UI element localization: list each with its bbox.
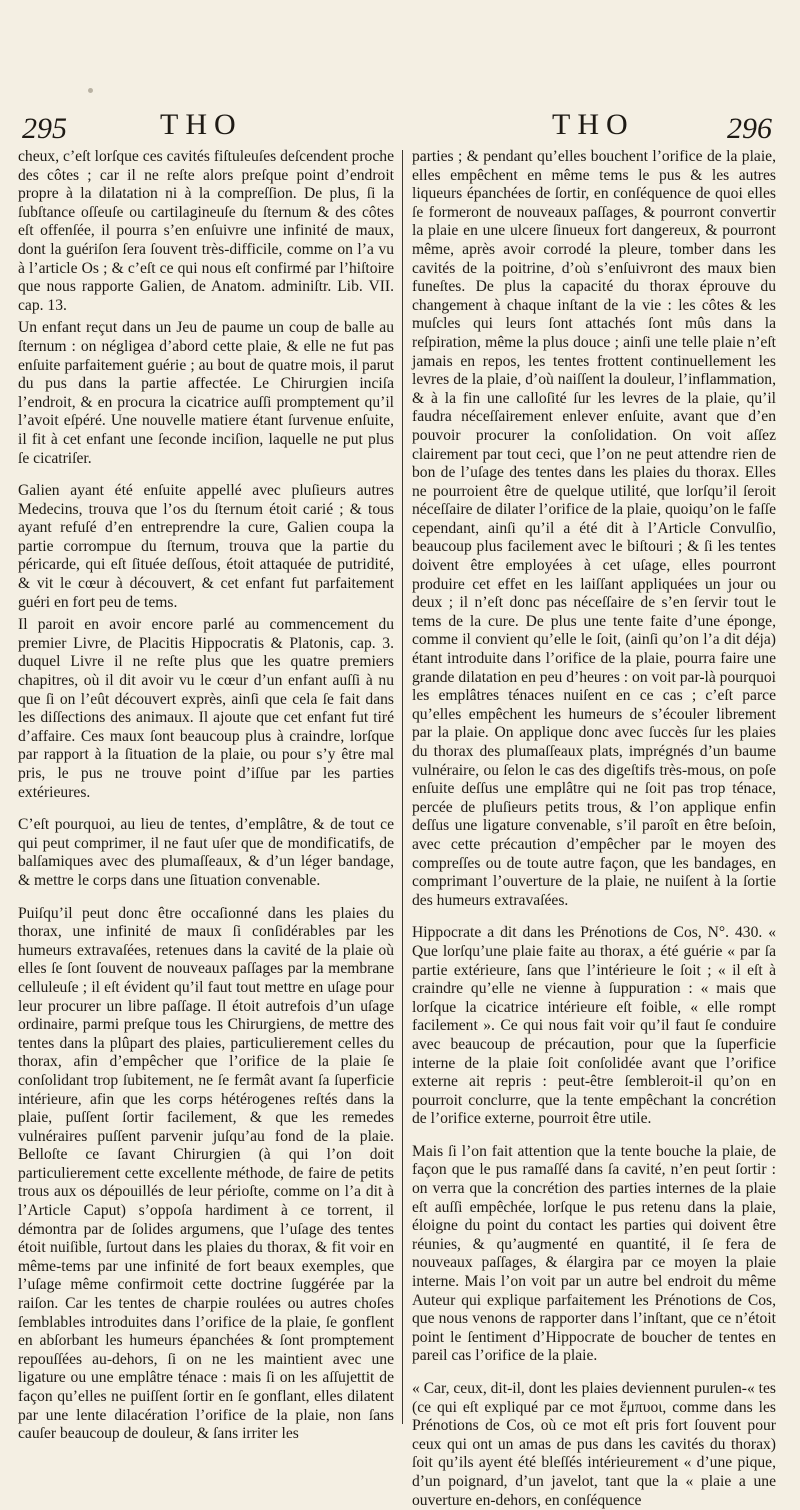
right-column [412, 148, 777, 1509]
page-header [0, 108, 800, 148]
right-page-number: 296 [727, 112, 772, 145]
left-page-number: 295 [22, 112, 67, 145]
column-divider [402, 150, 403, 1424]
paragraph: Mais ſi l’on fait attention que la tente bouche la plaie, de façon que le pus ramaſſé dans ſa cavité, n’en peut ſortir : on verra que la concrétion des parties internes de la plaie eſt auſſi empêchée, lorſque le pus retenu dans la plaie, éloigne du point du contact les parties qui doivent être réunies, & qu’augmenté en quantité, il ſe fera de nouveaux paſſages, & élargira par ce moyen la plaie interne. Mais l’on voit par un autre bel endroit du même Auteur qui explique parfaitement les Prénotions de Cos, que nous venons de rapporter dans l’inſtant, que ce n’étoit point le ſentiment d’Hippocrate de boucher de tentes en pareil cas l’orifice de la plaie. [412, 1142, 776, 1365]
paragraph: Galien ayant été enſuite appellé avec pluſieurs autres Medecins, trouva que l’os du ſternum étoit carié ; & tous ayant refuſé d’en entreprendre la cure, Galien coupa la partie corrompue du ſternum, trouva que la partie du péricarde, qui eſt ſituée deſſous, étoit attaquée de putridité, & vit le cœur à découvert, & cet enfant fut parfaitement guéri en fort peu de tems. [18, 482, 394, 611]
paragraph: C’eſt pourquoi, au lieu de tentes, d’emplâtre, & de tout ce qui peut comprimer, il ne faut uſer que de mondificatifs, de balſamiques avec des plumaſſeaux, & d’un léger bandage, & mettre le corps dans une ſituation convenable. [18, 816, 394, 889]
paper-speck [88, 88, 93, 93]
paragraph: Un enfant reçut dans un Jeu de paume un coup de balle au ſternum : on négligea d’abord cette plaie, & elle ne fut pas enſuite parfaitement guérie ; au bout de quatre mois, il parut du pus dans la partie affectée. Le Chirurgien inciſa l’endroit, & en procura la cicatrice auſſi promptement qu’il l’avoit eſpéré. Une nouvelle matiere étant ſurvenue enſuite, il fit à cet enfant une ſeconde inciſion, laquelle ne put plus ſe cicatriſer. [18, 319, 394, 467]
paragraph: « Car, ceux, dit-il, dont les plaies deviennent purulen-« tes (ce qui eſt expliqué par ce mot ἔμπυοι, comme dans les Prénotions de Cos, où ce mot eſt pris fort ſouvent pour ceux qui ont un amas de pus dans les cavités du thorax) ſoit qu’ils ayent été bleſſés intérieurement « d’une pique, d’un poignard, d’un javelot, tant que la « plaie a une ouverture en-dehors, en conſéquence [412, 1380, 777, 1509]
paragraph: Il paroit en avoir encore parlé au commencement du premier Livre, de Placitis Hippocratis & Platonis, cap. 3. duquel Livre il ne reſte plus que les quatre premiers chapitres, où il dit avoir vu le cœur d’un enfant auſſi à nu que ſi on l’eût découvert exprès, ainſi que cela ſe fait dans les diſſections des animaux. Il ajoute que cet enfant fut tiré d’affaire. Ces maux ſont beaucoup plus à craindre, lorſque par rapport à la ſituation de la plaie, ou pour s’y être mal pris, le pus ne trouve point d’iſſue par les parties extérieures. [18, 616, 394, 801]
paragraph: cheux, c’eſt lorſque ces cavités fiſtuleuſes deſcendent proche des côtes ; car il ne reſte alors preſque point d’endroit propre à la dilatation ni à la compreſſion. De plus, ſi la ſubſtance oſſeuſe ou cartilagineuſe du ſternum & des côtes eſt offenſée, il pourra s’en enſuivre une infinité de maux, dont la guériſon ſera ſouvent très-difficile, comme on l’a vu à l’article Os ; & c’eſt ce qui nous eſt confirmé par l’hiſtoire que nous rapporte Galien, de Anatom. adminiſtr. Lib. VII. cap. 13. [18, 148, 394, 314]
left-column [18, 148, 394, 1443]
right-running-title: THO [552, 108, 635, 141]
paragraph: parties ; & pendant qu’elles bouchent l’orifice de la plaie, elles empêchent en même tems le pus & les autres liqueurs épanchées de ſortir, en conſéquence de quoi elles ſe formeront de nouveaux paſſages, & pourront convertir la plaie en une ulcere ſinueux fort dangereux, & pourront même, après avoir corrodé la pleure, tomber dans les cavités de la poitrine, d’où s’enſuivront des maux bien funeſtes. De plus la capacité du thorax éprouve du changement à chaque inſtant de la vie : les côtes & les muſcles qui leurs ſont attachés ſont mûs dans la reſpiration, même la plus douce ; ainſi une telle plaie n’eſt jamais en repos, les tentes frottent continuellement les levres de la plaie, d’où naiſſent la douleur, l’inflammation, & à la fin une calloſité ſur les levres de la plaie, qu’il faudra néceſſairement enlever enſuite, avant que d’en pouvoir procurer la conſolidation. On voit aſſez clairement par tout ceci, que l’on ne peut attendre rien de bon de l’uſage des tentes dans les plaies du thorax. Elles ne pourroient être de quelque utilité, que lorſqu’il ſeroit néceſſaire de dilater l’orifice de la plaie, quoiqu’on le faſſe cependant, ainſi qu’il a été dit à l’Article Convulſio, beaucoup plus facilement avec le biſtouri ; & ſi les tentes doivent être employées à cet uſage, elles pourront produire cet effet en les laiſſant appliquées un jour ou deux ; il n’eſt donc pas néceſſaire de s’en ſervir tout le tems de la cure. De plus une tente faite d’une éponge, comme il convient qu’elle le ſoit, (ainſi qu’on l’a dit déja) étant introduite dans l’orifice de la plaie, pourra faire une grande dilatation en peu d’heures : on voit par-là pourquoi les emplâtres ténaces nuiſent en ce cas ; c’eſt parce qu’elles empêchent les humeurs de s’écouler librement par la plaie. On applique donc avec ſuccès ſur les plaies du thorax des plumaſſeaux plats, imprégnés d’un baume vulnéraire, ou ſelon le cas des digeſtifs très-mous, on poſe enſuite deſſus une emplâtre qui ne ſoit pas trop ténace, percée de pluſieurs petits trous, & l’on applique enfin deſſus une ligature convenable, s’il paroît en être beſoin, avec cette précaution d’empêcher par le moyen des compreſſes ou de toute autre façon, que les bandages, en comprimant l’ouverture de la plaie, ne nuiſent à la ſortie des humeurs extravaſées. [412, 148, 776, 909]
paragraph: Hippocrate a dit dans les Prénotions de Cos, N°. 430. « Que lorſqu’une plaie faite au thorax, a été guérie « par ſa partie extérieure, ſans que l’intérieure le ſoit ; « il eſt à craindre qu’elle ne vienne à ſuppuration : « mais que lorſque la cicatrice intérieure eſt foible, « elle rompt facilement ». Ce qui nous fait voir qu’il faut ſe conduire avec beaucoup de précaution, pour que la ſuperficie interne de la plaie ſoit conſolidée avant que l’orifice externe ait repris : peut-être ſembleroit-il qu’on en pourroit conclurre, que la tente empêchant la concrétion de l’orifice externe, pourroit être utile. [412, 924, 776, 1128]
paragraph: Puiſqu’il peut donc être occaſionné dans les plaies du thorax, une infinité de maux ſi conſidérables par les humeurs extravaſées, retenues dans la cavité de la plaie où elles ſe ſont ſouvent de nouveaux paſſages par la membrane celluleuſe ; il eſt évident qu’il faut tout mettre en uſage pour leur procurer un libre paſſage. Il étoit autrefois d’un uſage ordinaire, parmi preſque tous les Chirurgiens, de mettre des tentes dans la plûpart des plaies, particulierement celles du thorax, afin d’empêcher que l’orifice de la plaie ſe conſolidant trop ſubitement, ne ſe fermât avant ſa ſuperficie intérieure, afin que les corps hétérogenes reſtés dans la plaie, puſſent ſortir facilement, & que les remedes vulnéraires puſſent parvenir juſqu’au fond de la plaie. Belloſte ce ſavant Chirurgien (à qui l’on doit particulierement cette excellente méthode, de faire de petits trous aux os dépouillés de leur périoſte, comme on l’a dit à l’Article Caput) s’oppoſa hardiment à ce torrent, il démontra par de ſolides argumens, que l’uſage des tentes étoit nuiſible, ſurtout dans les plaies du thorax, & fit voir en même-tems par une infinité de fort beaux exemples, que l’uſage même confirmoit cette doctrine ſuggérée par la raiſon. Car les tentes de charpie roulées ou autres choſes ſemblables introduites dans l’orifice de la plaie, ſe gonflent en abſorbant les humeurs épanchées & ſont promptement repouſſées au-dehors, ſi on ne les maintient avec une ligature ou une emplâtre ténace : mais ſi on les aſſujettit de façon qu’elles ne puiſſent ſortir en ſe gonflant, elles dilatent par une lente dilacération l’orifice de la plaie, non ſans cauſer beaucoup de douleur, & ſans irriter les [18, 904, 394, 1443]
left-running-title: THO [160, 108, 243, 141]
